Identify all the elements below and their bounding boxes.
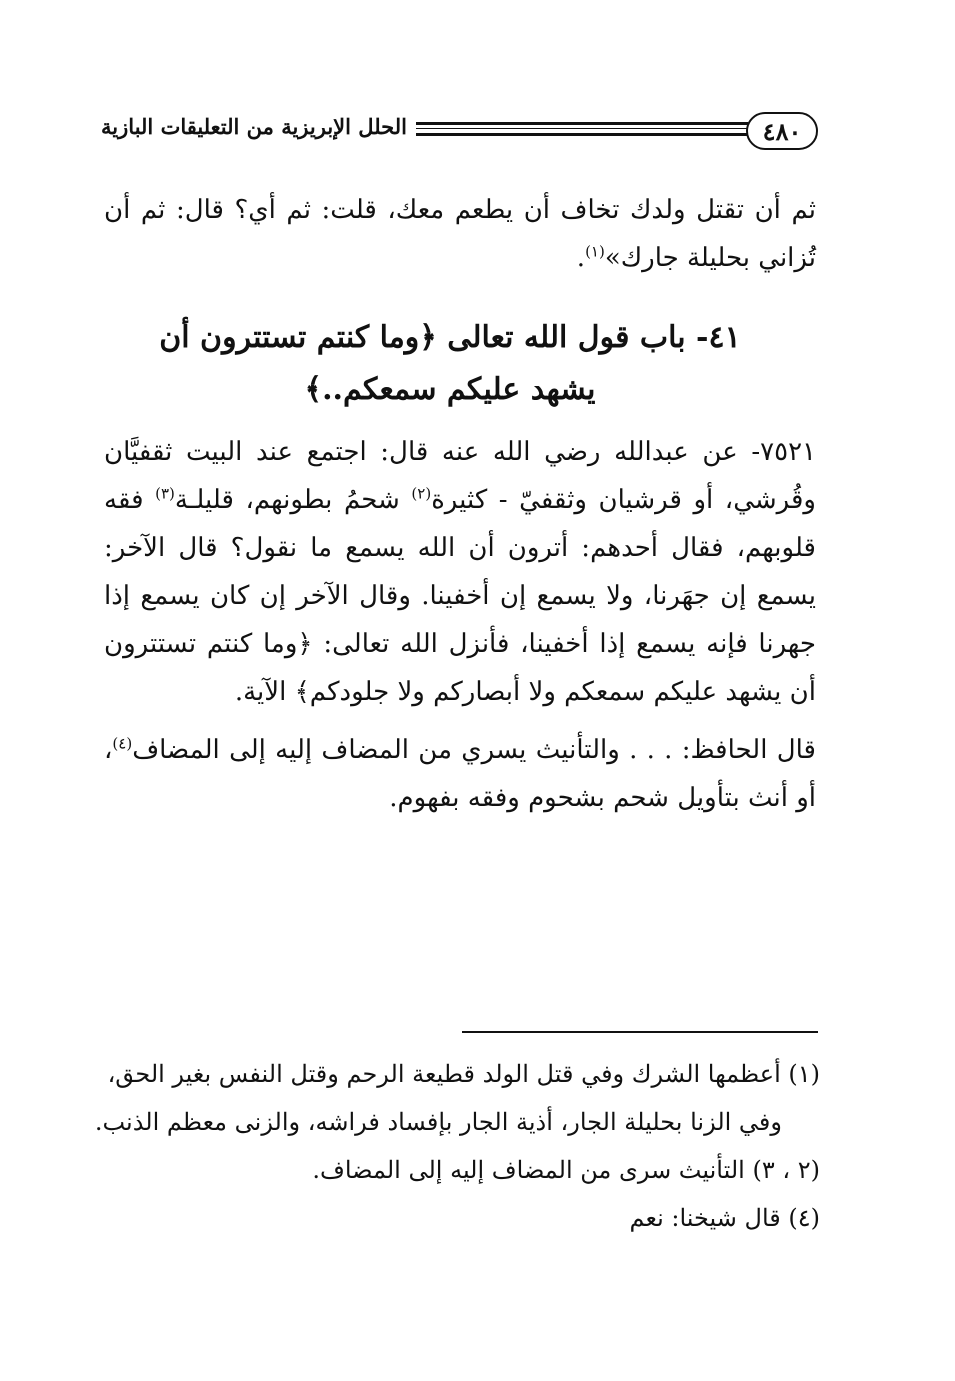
footnote-ref-4: (٤)	[112, 734, 133, 753]
hafiz-paragraph	[104, 726, 816, 822]
hafiz-text-2: ، أو أنث بتأويل شحم بشحوم وفقه بفهوم.	[104, 735, 816, 813]
footnotes	[94, 1050, 820, 1242]
intro-text: ثم أن تقتل ولدك تخاف أن يطعم معك، قلت: ثم أي؟ قال: ثم أن تُزاني بحليلة جارك»	[104, 195, 816, 273]
footnote-1: (١) أعظمها الشرك وفي قتل الولد قطيعة الرحم وقتل النفس بغير الحق،	[107, 1060, 820, 1088]
running-header	[98, 108, 818, 156]
book-title: الحلل الإبريزية من التعليقات البازية	[101, 114, 407, 139]
hafiz-text-1: قال الحافظ: . . . والتأنيث يسري من المضاف إليه إلى المضاف	[132, 735, 816, 765]
intro-paragraph	[104, 186, 816, 282]
hadith-text-3: فقه قلوبهم، فقال أحدهم: أترون أن الله يسمع ما نقول؟ قال الآخر: يسمع إن جهَرنا، ولا يسمع إن أخفينا. وقال الآخر إن كان يسمع إذا جهرنا فإنه يسمع إذا أخفينا، فأنزل الله تعالى: ﴿وما كنتم تستترون أن يشهد عليكم سمعكم ولا أبصاركم ولا جلودكم﴾ الآية.	[104, 485, 816, 707]
footnote-4: (٤) قال شيخنا: نعم	[629, 1204, 820, 1232]
footnote-ref-3: (٣)	[155, 484, 175, 503]
footnote-ref-1: (١)	[585, 242, 605, 261]
footnote-ref-2: (٢)	[411, 484, 432, 503]
page-number: ٤٨٠	[746, 112, 818, 150]
hadith-paragraph	[104, 428, 816, 716]
chapter-heading: ٤١- باب قول الله تعالى ﴿وما كنتم تستترون أن يشهد عليكم سمعكم..﴾	[159, 320, 741, 407]
footnote-1-continuation: وفي الزنا بحليلة الجار، أذية الجار بإفساد فراشه، والزنى معظم الذنب.	[94, 1108, 782, 1136]
footnote-separator	[462, 1031, 818, 1033]
hadith-text-1: ٧٥٢١- عن عبدالله رضي الله عنه قال: اجتمع عند البيت ثقفيَّان وقُرشي، أو قرشيان وثقفيّ - كثيرة	[104, 437, 816, 515]
hadith-text-2: شحمُ بطونهم، قليلـة	[174, 485, 412, 515]
header-rule	[416, 122, 748, 136]
intro-end: .	[576, 243, 586, 273]
footnote-2-3: (٢ ، ٣) التأنيث سرى من المضاف إليه إلى المضاف.	[312, 1156, 820, 1184]
